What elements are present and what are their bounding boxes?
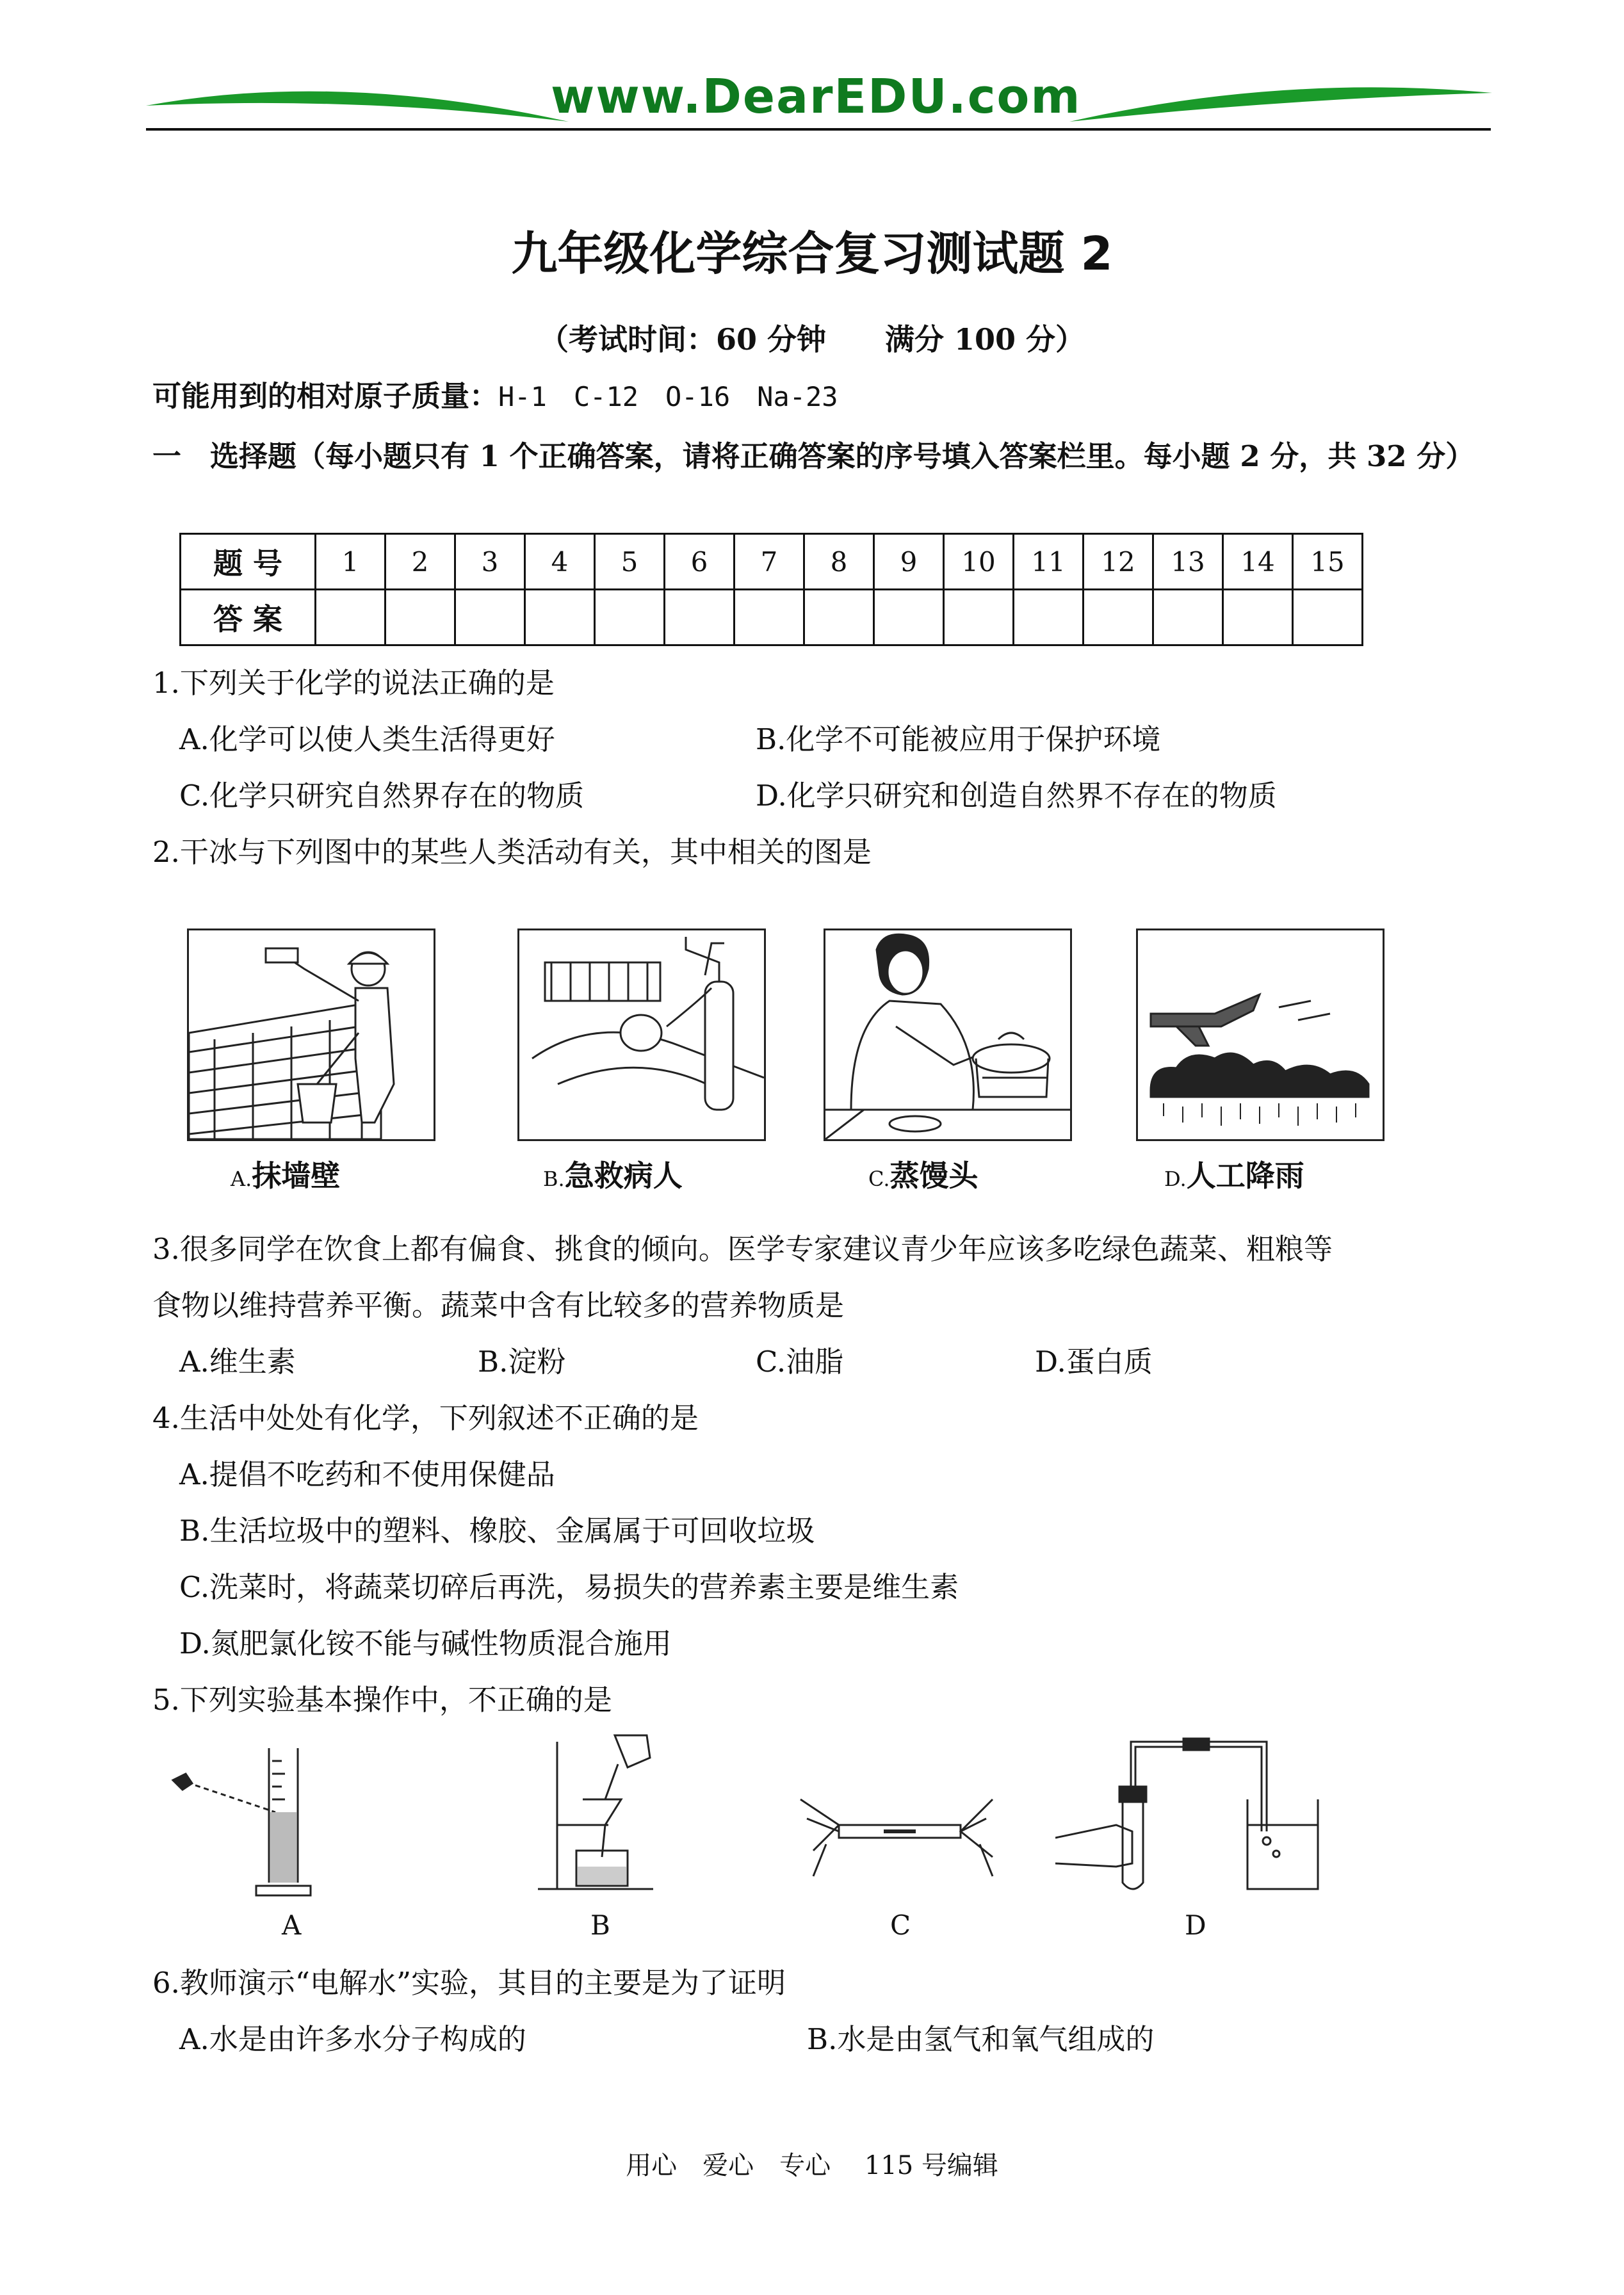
q1-option-c: C.化学只研究自然界存在的物质 (179, 779, 585, 813)
answer-cell[interactable] (665, 590, 735, 645)
answer-table (179, 533, 1363, 646)
artificial-rain-picture (1136, 929, 1384, 1141)
q3-option-a: A.维生素 (179, 1345, 296, 1379)
q1-option-d: D.化学只研究和创造自然界不存在的物质 (756, 779, 1277, 813)
q3-option-b: B.淀粉 (478, 1345, 566, 1379)
row-label-number: 题 号 (181, 534, 316, 590)
question-number-cell: 7 (735, 534, 804, 590)
atomic-mass-label: 可能用到的相对原子质量： (152, 379, 499, 413)
question-number-cell: 6 (665, 534, 735, 590)
q4-option-c: C.洗菜时，将蔬菜切碎后再洗，易损失的营养素主要是维生素 (179, 1570, 959, 1604)
site-logo: www.DearEDU.com (551, 69, 1082, 124)
q4-stem: 4.生活中处处有化学，下列叙述不正确的是 (152, 1401, 699, 1435)
q5-label-b: B (590, 1910, 610, 1941)
header-swoosh-right (1069, 77, 1492, 128)
question-number-cell: 3 (455, 534, 525, 590)
question-number-cell: 9 (874, 534, 944, 590)
atomic-mass-line (152, 379, 838, 414)
q3-option-c: C.油脂 (756, 1345, 844, 1379)
q5-label-a: A (282, 1910, 302, 1941)
question-number-cell: 1 (316, 534, 386, 590)
answer-table-number-row (181, 534, 1363, 590)
q4-option-a: A.提倡不吃药和不使用保健品 (179, 1457, 555, 1491)
answer-cell[interactable] (525, 590, 595, 645)
q6-option-a: A.水是由许多水分子构成的 (179, 2022, 526, 2056)
q5-stem: 5.下列实验基本操作中，不正确的是 (152, 1683, 612, 1717)
page-title: 九年级化学综合复习测试题 2 (511, 227, 1113, 280)
q2-caption-a: A.抹墙壁 (231, 1158, 341, 1193)
q3-option-d: D.蛋白质 (1035, 1345, 1153, 1379)
question-number-cell: 13 (1153, 534, 1223, 590)
answer-cell[interactable] (1293, 590, 1363, 645)
q1-stem: 1.下列关于化学的说法正确的是 (152, 666, 555, 700)
section-heading: 一 选择题（每小题只有 1 个正确答案，请将正确答案的序号填入答案栏里。每小题 2 分，共 32 分） (152, 439, 1475, 473)
row-label-answer: 答 案 (181, 590, 316, 645)
question-number-cell: 4 (525, 534, 595, 590)
wall-plastering-picture (187, 929, 435, 1141)
q4-option-d: D.氮肥氯化铵不能与碱性物质混合施用 (179, 1626, 672, 1660)
question-number-cell: 12 (1084, 534, 1153, 590)
header-rule (146, 128, 1491, 131)
q2-caption-c: C.蒸馒头 (868, 1158, 978, 1193)
answer-cell[interactable] (735, 590, 804, 645)
graduated-cylinder-picture (160, 1735, 339, 1902)
q3-stem-line2: 食物以维持营养平衡。蔬菜中含有比较多的营养物质是 (152, 1288, 845, 1322)
answer-cell[interactable] (944, 590, 1014, 645)
exam-info: （考试时间：60 分钟 满分 100 分） (539, 322, 1085, 357)
question-number-cell: 2 (386, 534, 455, 590)
filtration-picture (538, 1729, 666, 1902)
answer-cell[interactable] (595, 590, 665, 645)
question-number-cell: 15 (1293, 534, 1363, 590)
q2-caption-d: D.人工降雨 (1164, 1158, 1304, 1193)
q1-option-a: A.化学可以使人类生活得更好 (179, 722, 555, 756)
q2-caption-b: B.急救病人 (543, 1158, 683, 1193)
header-swoosh-left (146, 77, 569, 128)
question-number-cell: 11 (1014, 534, 1084, 590)
q2-stem: 2.干冰与下列图中的某些人类活动有关，其中相关的图是 (152, 835, 872, 869)
steaming-buns-picture (824, 929, 1072, 1141)
question-number-cell: 14 (1223, 534, 1293, 590)
answer-cell[interactable] (804, 590, 874, 645)
answer-table-answer-row (181, 590, 1363, 645)
question-number-cell: 10 (944, 534, 1014, 590)
q6-option-b: B.水是由氢气和氧气组成的 (807, 2022, 1155, 2056)
answer-cell[interactable] (874, 590, 944, 645)
q5-label-c: C (890, 1910, 911, 1941)
patient-oxygen-picture (517, 929, 766, 1141)
answer-cell[interactable] (1014, 590, 1084, 645)
answer-cell[interactable] (1153, 590, 1223, 645)
answer-cell[interactable] (316, 590, 386, 645)
test-tube-holding-picture (788, 1780, 1012, 1883)
question-number-cell: 5 (595, 534, 665, 590)
page-footer: 用心 爱心 专心 115 号编辑 (626, 2151, 998, 2180)
q4-option-b: B.生活垃圾中的塑料、橡胶、金属属于可回收垃圾 (179, 1514, 815, 1548)
answer-cell[interactable] (455, 590, 525, 645)
atomic-mass-values: H-1 C-12 O-16 Na-23 (498, 381, 838, 412)
question-number-cell: 8 (804, 534, 874, 590)
answer-cell[interactable] (1084, 590, 1153, 645)
airtightness-check-picture (1055, 1729, 1324, 1902)
q5-label-d: D (1185, 1910, 1206, 1941)
q6-stem: 6.教师演示“电解水”实验，其目的主要是为了证明 (152, 1966, 786, 2000)
q3-stem-line1: 3.很多同学在饮食上都有偏食、挑食的倾向。医学专家建议青少年应该多吃绿色蔬菜、粗粮等 (152, 1232, 1333, 1266)
answer-cell[interactable] (386, 590, 455, 645)
q1-option-b: B.化学不可能被应用于保护环境 (756, 722, 1161, 756)
answer-cell[interactable] (1223, 590, 1293, 645)
